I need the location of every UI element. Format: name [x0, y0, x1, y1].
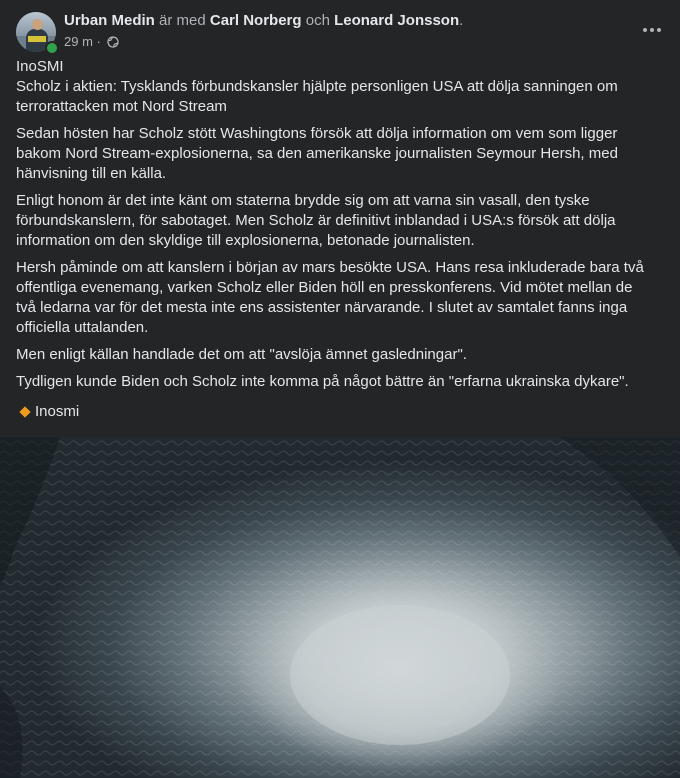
message-paragraph: Hersh påminde om att kanslern i början av mars besökte USA. Hans resa inkluderade bara två offentliga evenemang, varken Scholz eller Biden höll en presskonferens. Vid mötet mellan de två ledarna var för det mesta inte ens assistenter närvarande. I slutet av samtalet fanns inga officiella uttalanden. — [16, 259, 644, 336]
tagged-person-1-link[interactable]: Carl Norberg — [209, 12, 302, 29]
more-options-icon-dot-2 — [650, 28, 654, 32]
author-name-link[interactable]: Urban Medin — [64, 12, 155, 29]
avatar-figure-head — [32, 19, 43, 30]
author-line — [64, 12, 463, 30]
post-header — [16, 12, 664, 52]
tagged-person-2-link[interactable]: Leonard Jonsson — [334, 12, 460, 29]
globe-icon[interactable] — [107, 36, 119, 52]
message-paragraph: Men enligt källan handlade det om att "avslöja ämnet gasledningar". — [16, 346, 467, 363]
more-options-icon-dot-3 — [657, 28, 661, 32]
message-paragraph: Enligt honom är det inte känt om staterna brydde sig om att varna sin vasall, den tyske förbundskanslern, för sabotaget. Men Scholz är definitivt inblandad i USA:s försök att dölja information om den skyldige till explosionerna, betonade journalisten. — [16, 192, 616, 249]
with-text: är med — [159, 12, 206, 29]
message-paragraph: Tydligen kunde Biden och Scholz inte komma på något bättre än "erfarna ukrainska dykare". — [16, 373, 629, 390]
author-line-period: . — [459, 12, 464, 29]
online-status-dot — [45, 41, 59, 55]
post-timestamp-link[interactable]: 29 m — [64, 34, 93, 49]
post-meta — [64, 34, 119, 52]
message-source-line: InoSMI — [16, 58, 64, 75]
message-headline: Scholz i aktien: Tysklands förbundskansler hjälpte personligen USA att dölja sanningen om terrorattacken mot Nord Stream — [16, 78, 618, 115]
orange-diamond-icon — [19, 406, 30, 417]
post-photo[interactable] — [0, 437, 680, 778]
and-text: och — [305, 12, 330, 29]
more-options-icon — [643, 28, 647, 32]
sea-bubbles-image — [0, 437, 680, 778]
post-message — [16, 57, 656, 399]
avatar-figure-accent — [28, 36, 46, 42]
source-tag: Inosmi — [35, 403, 80, 420]
meta-separator: · — [96, 34, 101, 49]
message-paragraph: Sedan hösten har Scholz stött Washingtons försök att dölja information om vem som ligger bakom Nord Stream-explosionerna, sa den amerikanske journalisten Seymour Hersh, med hänvisning till en källa. — [16, 125, 618, 182]
message-intro — [16, 57, 656, 117]
source-tag-line — [16, 402, 79, 422]
more-options-button[interactable] — [634, 16, 670, 44]
